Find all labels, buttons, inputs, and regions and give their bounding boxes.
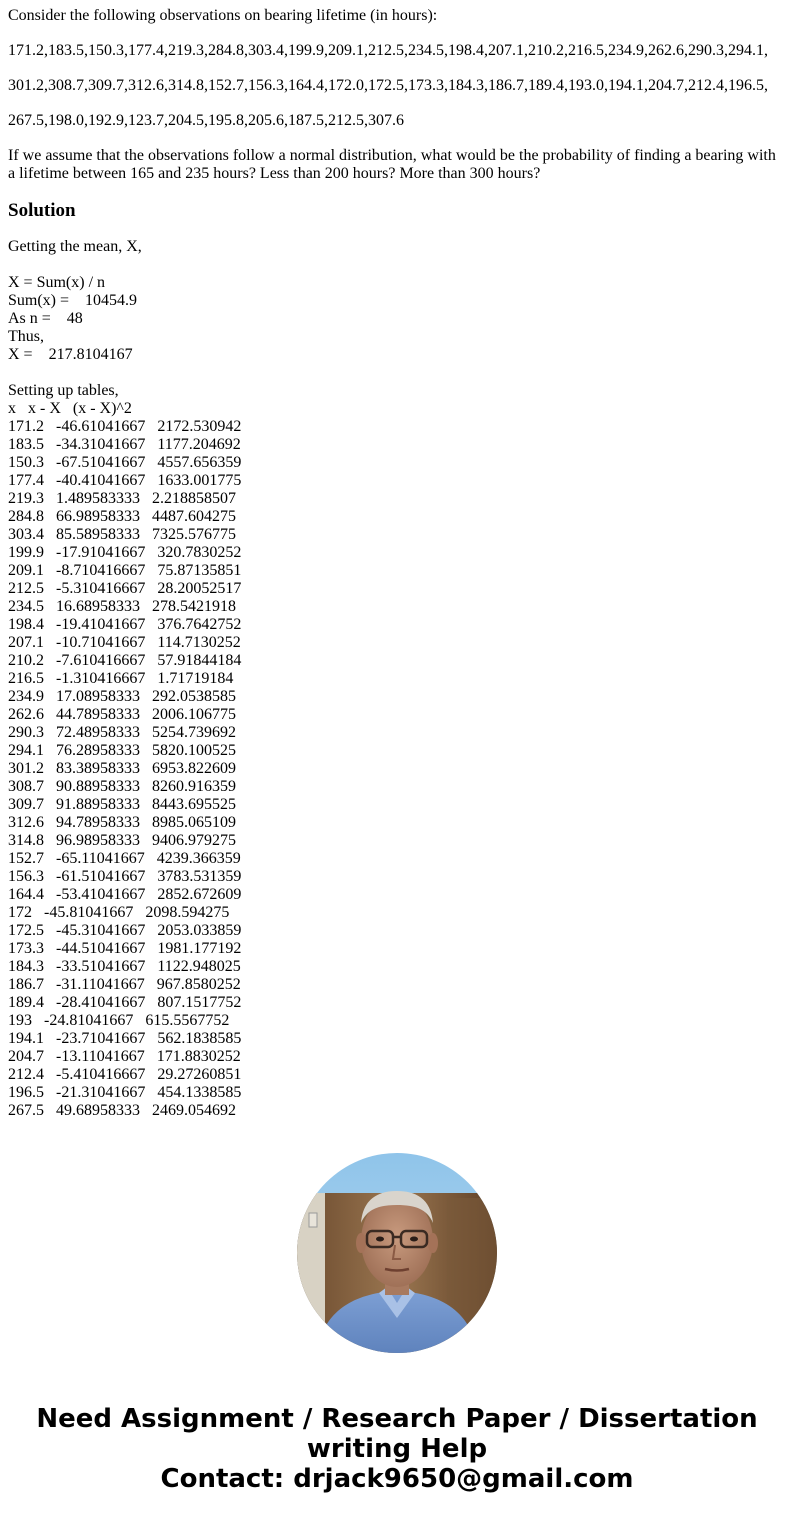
table-row: 216.5 -1.310416667 1.71719184 bbox=[8, 670, 234, 687]
table-row: 309.7 91.88958333 8443.695525 bbox=[8, 796, 236, 813]
table-row: 312.6 94.78958333 8985.065109 bbox=[8, 814, 236, 831]
table-row: 308.7 90.88958333 8260.916359 bbox=[8, 778, 236, 795]
thus-line: Thus, bbox=[8, 328, 44, 345]
table-row: 152.7 -65.11041667 4239.366359 bbox=[8, 850, 241, 867]
table-row: 173.3 -44.51041667 1981.177192 bbox=[8, 940, 242, 957]
table-row: 209.1 -8.710416667 75.87135851 bbox=[8, 562, 242, 579]
solution-body bbox=[8, 238, 786, 1120]
table-row: 267.5 49.68958333 2469.054692 bbox=[8, 1102, 236, 1119]
table-row: 193 -24.81041667 615.5567752 bbox=[8, 1012, 230, 1029]
avatar-photo bbox=[297, 1153, 497, 1353]
table-row: 198.4 -19.41041667 376.7642752 bbox=[8, 616, 242, 633]
tables-intro: Setting up tables, bbox=[8, 382, 119, 399]
table-row: 196.5 -21.31041667 454.1338585 bbox=[8, 1084, 242, 1101]
table-header: x x - X (x - X)^2 bbox=[8, 400, 132, 417]
author-avatar bbox=[297, 1153, 497, 1353]
table-row: 284.8 66.98958333 4487.604275 bbox=[8, 508, 236, 525]
observations-block bbox=[8, 42, 786, 130]
table-row: 207.1 -10.71041667 114.7130252 bbox=[8, 634, 241, 651]
table-row: 186.7 -31.11041667 967.8580252 bbox=[8, 976, 241, 993]
table-row: 210.2 -7.610416667 57.91844184 bbox=[8, 652, 242, 669]
table-row: 314.8 96.98958333 9406.979275 bbox=[8, 832, 236, 849]
table-row: 189.4 -28.41041667 807.1517752 bbox=[8, 994, 242, 1011]
promo-line: Need Assignment / Research Paper / Dissertation bbox=[36, 1404, 758, 1434]
table-row: 199.9 -17.91041667 320.7830252 bbox=[8, 544, 242, 561]
spacer bbox=[8, 364, 786, 382]
question-intro: Consider the following observations on bearing lifetime (in hours): bbox=[8, 7, 438, 24]
observation-line: 267.5,198.0,192.9,123.7,204.5,195.8,205.6,187.5,212.5,307.6 bbox=[8, 112, 404, 129]
observation-line: 301.2,308.7,309.7,312.6,314.8,152.7,156.3,164.4,172.0,172.5,173.3,184.3,186.7,189.4,193.0,194.1,204.7,212.4,196.5, bbox=[8, 77, 768, 94]
mean-intro: Getting the mean, X, bbox=[8, 238, 142, 255]
promo-line: writing Help bbox=[306, 1434, 488, 1464]
document-body bbox=[8, 7, 786, 1120]
table-row: 301.2 83.38958333 6953.822609 bbox=[8, 760, 236, 777]
spacer bbox=[8, 256, 786, 274]
table-row: 262.6 44.78958333 2006.106775 bbox=[8, 706, 236, 723]
table-row: 183.5 -34.31041667 1177.204692 bbox=[8, 436, 241, 453]
table-row: 184.3 -33.51041667 1122.948025 bbox=[8, 958, 241, 975]
table-row: 150.3 -67.51041667 4557.656359 bbox=[8, 454, 242, 471]
table-row: 204.7 -13.11041667 171.8830252 bbox=[8, 1048, 241, 1065]
promo-banner bbox=[0, 1404, 794, 1494]
table-row: 234.5 16.68958333 278.5421918 bbox=[8, 598, 236, 615]
table-row: 172.5 -45.31041667 2053.033859 bbox=[8, 922, 242, 939]
table-row: 212.4 -5.410416667 29.27260851 bbox=[8, 1066, 242, 1083]
mean-result: X = 217.8104167 bbox=[8, 346, 133, 363]
table-row: 194.1 -23.71041667 562.1838585 bbox=[8, 1030, 242, 1047]
solution-heading: Solution bbox=[8, 200, 76, 221]
table-row: 164.4 -53.41041667 2852.672609 bbox=[8, 886, 242, 903]
sum-line: Sum(x) = 10454.9 bbox=[8, 292, 138, 309]
mean-formula: X = Sum(x) / n bbox=[8, 274, 106, 291]
table-row: 172 -45.81041667 2098.594275 bbox=[8, 904, 230, 921]
observation-line: 171.2,183.5,150.3,177.4,219.3,284.8,303.4,199.9,209.1,212.5,234.5,198.4,207.1,210.2,216.5,234.9,262.6,290.3,294.1, bbox=[8, 42, 768, 59]
table-row: 303.4 85.58958333 7325.576775 bbox=[8, 526, 236, 543]
table-row: 294.1 76.28958333 5820.100525 bbox=[8, 742, 236, 759]
table-row: 234.9 17.08958333 292.0538585 bbox=[8, 688, 236, 705]
table-row: 290.3 72.48958333 5254.739692 bbox=[8, 724, 236, 741]
n-line: As n = 48 bbox=[8, 310, 83, 327]
question-prompt: If we assume that the observations follow a normal distribution, what would be the probability of finding a bearing with a lifetime between 165 and 235 hours? Less than 200 hours? More than 300 hours? bbox=[8, 147, 776, 182]
table-row: 212.5 -5.310416667 28.20052517 bbox=[8, 580, 242, 597]
table-row: 171.2 -46.61041667 2172.530942 bbox=[8, 418, 242, 435]
table-row: 219.3 1.489583333 2.218858507 bbox=[8, 490, 236, 507]
table-row: 177.4 -40.41041667 1633.001775 bbox=[8, 472, 242, 489]
promo-contact: Contact: drjack9650@gmail.com bbox=[160, 1464, 634, 1494]
deviation-table bbox=[8, 418, 786, 1120]
table-row: 156.3 -61.51041667 3783.531359 bbox=[8, 868, 242, 885]
